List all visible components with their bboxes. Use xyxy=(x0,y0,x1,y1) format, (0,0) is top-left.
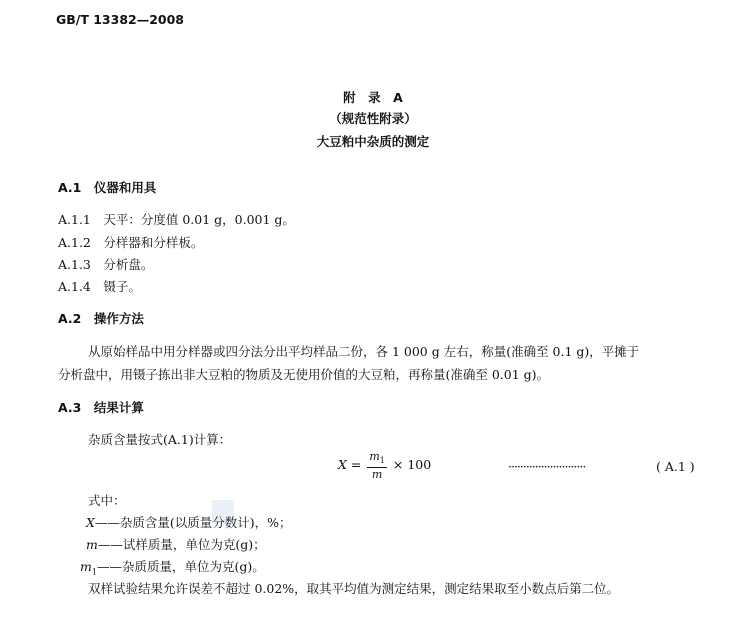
definition-m1 xyxy=(80,557,265,577)
definition-x xyxy=(86,513,292,531)
formula-numerator-sub: 1 xyxy=(379,456,385,466)
formula-equals: = xyxy=(350,457,362,473)
section-a2-title: A.2 操作方法 xyxy=(58,311,144,326)
where-label: 式中： xyxy=(88,493,126,508)
definition-m xyxy=(86,535,266,553)
formula-dots: ·························· xyxy=(508,459,586,474)
appendix-title: 附 录 A xyxy=(343,90,403,105)
definition-text: ——杂质质量，单位为克(g)。 xyxy=(96,559,265,574)
section-a1-title: A.1 仪器和用具 xyxy=(58,180,157,195)
a3-intro: 杂质含量按式(A.1)计算： xyxy=(88,432,232,447)
list-item: A.1.3 分析盘。 xyxy=(58,257,154,272)
formula-denominator: m xyxy=(371,468,383,482)
conclusion: 双样试验结果允许误差不超过 0.02%，取其平均值为测定结果，测定结果取至小数点后第二位。 xyxy=(88,581,620,596)
definition-symbol: m xyxy=(80,559,92,574)
a2-paragraph-line2: 分析盘中，用镊子拣出非大豆粕的物质及无使用价值的大豆粕，再称量(准确至 0.01 g)。 xyxy=(58,367,550,382)
definition-symbol-sub: 1 xyxy=(91,567,97,577)
formula xyxy=(338,450,431,481)
list-item: A.1.2 分样器和分样板。 xyxy=(58,235,204,250)
appendix-subtitle: （规范性附录） xyxy=(329,111,417,126)
formula-numerator: m xyxy=(369,450,380,463)
appendix-heading: 大豆粕中杂质的测定 xyxy=(316,134,430,149)
definition-symbol: X xyxy=(86,515,95,530)
formula-fraction xyxy=(367,450,387,481)
definition-symbol: m xyxy=(86,537,98,552)
definition-text: ——试样质量，单位为克(g)； xyxy=(97,537,266,552)
a2-paragraph-line1: 从原始样品中用分样器或四分法分出平均样品二份，各 1 000 g 左右，称量(准确至 0.1 g)，平摊于 xyxy=(88,344,640,359)
formula-multiplier: × 100 xyxy=(392,457,432,473)
formula-lhs: X xyxy=(338,457,347,473)
standard-code: GB/T 13382—2008 xyxy=(56,12,185,27)
definition-text: ——杂质含量(以质量分数计)，%； xyxy=(94,515,292,530)
list-item: A.1.4 镊子。 xyxy=(58,279,141,294)
section-a3-title: A.3 结果计算 xyxy=(58,400,144,415)
list-item: A.1.1 天平：分度值 0.01 g，0.001 g。 xyxy=(58,212,295,227)
formula-label: ( A.1 ) xyxy=(656,459,695,474)
